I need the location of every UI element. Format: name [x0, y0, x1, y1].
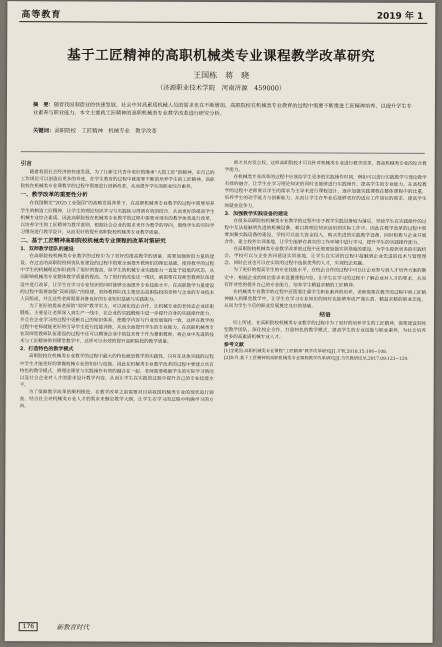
- section-divider: [21, 151, 425, 154]
- keywords: [33, 126, 415, 136]
- right-reference-item: [2]朱丹.基于工匠精神的高职机械类专业课程教学改革研究[J].当代教研论丛,2017,09:123~129.: [223, 355, 409, 362]
- keywords-text: 高职院校 工匠精神 机械专业 教学改革: [54, 128, 157, 135]
- right-paragraph: 在很多高职院校机械类专业教学的过程中由于教学实践设备较为落后，导致学生在实践操作的过程中无法接触到先进的机械设备，难以将理论知识运用到实际工作中。因此在教学改革的过程中需要加强实践设备的建设，学校可以加大资金投入，购买先进的实践教学设备，同时积极与企业开展合作，建立校外实训基地，让学生能够在真实的工作环境中进行学习，提升学生的实践操作能力。: [224, 218, 427, 246]
- footer-logo-text: 新教育时代: [56, 623, 90, 632]
- right-paragraph: 在机械类专业教学的过程中还需要注重学生职业素养的培养，老师需要在教学的过程中将工匠精神融入到课堂教学中，让学生在学习专业知识的同时也能够形成严谨认真、精益求精的职业态度，从而为学生今后的职业发展奠定良好的基础。: [224, 289, 427, 310]
- left-paragraph: 在高职院校机械类专业教学的过程中为了更好的提高教学的质量，需要加强师资力量的建设。在过去的高职院校师资队伍建设的过程中很难全面提升教师们的理论基础，使得教学的过程中学生的机械理论知识获得了很好的提高，但学生的机械专业实践能力一直处于较低的状态，从而影响机械类专业整体教学质量的提高。为了很好的改变这一现状，就需要在双师型教师队伍建设中进行改革，让学生在学习专业知识的同时能够全面提升专业技能水平。在高职教学力量建设的过程中需要加强“双师团队”的组建，双师教师队伍主要是由高职院校的老师与企业的专业技术人员组成，并且这些老师需要具备良好的专业知识基础与实践能力。: [20, 254, 215, 303]
- article-affiliation: （济源职业技术学院 河南济源 459000）: [156, 83, 286, 93]
- left-column: [19, 159, 215, 592]
- left-paragraph: 高职院校在机械类专业教学的过程中最大的特色就是教学的实践性，只有在具体实践的过程中学生才能更好的掌握机械专业的知识与技能。因此在机械类专业教学改革的过程中要建立具有特色的教学模式，将理论课堂与实践操作有效的融合在一起，老师需要根据学生的实际学习情况以及社会企业对人才的需求设计教学内容，从而让学生在实践的过程中提升自己的专业技能水平。: [19, 354, 214, 388]
- issue-label: 2019 年 1: [376, 11, 424, 22]
- left-paragraph: 为了更好的提高老师的“双师”教学实力，可以深化校企合作，让机械专业的老师去企业挂职锻炼。主要是让老师深入到生产一线中，在企业的实践锻炼中进一步提升自身的实践操作能力，并且在企业学习的过程中更新自己的知识体系，使教学内容与行业发展保持一致，这样在教学的过程中老师就能更好的引导学生进行技能训练，从而全面提升学生的专业能力。在高职机械类专业双师型教师队伍建设的过程中还可以聘请企业中的技术骨干作为兼职教师，将企业中先进的技术与工匠精神带到课堂教学中，这样可以有效的提升高职院校的教学质量。: [19, 303, 215, 346]
- left-subsection-heading: 1．双师教学团队的建设: [20, 246, 74, 253]
- header-rule: [19, 21, 427, 24]
- left-paragraph: 随着我国社会经济的快速发展，为了让新生代青年更好的继承“大国工匠”的精神，在自己的工作岗位可以创造出更多的奇迹，在学生教育的过程中就需要不断的培养学生的工匠精神。高职院校在机械类专业课教学的过程中需要进行创新改革，从而提升学生的职业综合素养。: [20, 170, 215, 191]
- abstract-label: 摘 要：: [32, 102, 54, 109]
- article-authors: 王国栋 蒋 晓: [193, 70, 250, 81]
- right-paragraph: 综上所述，在高职院校机械类专业教学的过程中为了更好的培养学生的工匠精神，需要建设双师型教学团队，深化校企合作，打造特色的教学模式，提高学生的专业技能与职业素养，为社会培养更多的高素质机械专业人才。: [223, 321, 427, 341]
- right-paragraph: 为了更好的提高学生的专业技能水平，在校企合作的过程中可以让企业参与到人才培养方案的制定中，根据企业的岗位需求来设置课程内容，让学生在学习的过程中了解企业对人才的要求，从而有针对性的提升自己的专业能力，培养学生精益求精的工匠精神。: [224, 268, 427, 289]
- page-number: 176: [19, 622, 38, 631]
- page-footer: [19, 617, 423, 633]
- right-subsection-heading: 3．加强教学实践设备的建设: [224, 210, 288, 217]
- right-paragraph: 在高职院校机械类专业教学改革的过程中还需要加强实训基地的建设，为学生提供更多的实践机会。学校可以与企业共同建设实训基地，让学生在实训的过程中接触到企业先进的技术与管理理念，同时企业也可以在实训的过程中选拔优秀的人才，实现校企双赢。: [224, 247, 427, 267]
- article-title: 基于工匠精神的高职机械类专业课程教学改革研究: [67, 47, 376, 65]
- journal-name: 高等教育: [21, 10, 62, 21]
- right-reference-item: [1]金建国.高职机械类专业课程“工匠精神”教学改革研究[J].才智,2018,15:106~108.: [223, 349, 388, 356]
- right-section-heading: 结语: [319, 312, 331, 319]
- left-section-heading: 一、教学改革的重要性分析: [20, 192, 88, 199]
- abstract: [33, 101, 415, 119]
- keywords-label: 关键词：: [32, 128, 55, 135]
- left-paragraph: 在我国制定“2025工业强国”的战略发展背景下，在高职机械类专业教学的过程中需要培养学生的制造工匠精神，让学生的理论知识学习与实践练习得到有效的结合，从而更好的提高学生机械专业综合素质。因此高职院校在机械类专业教学的过程中需要对现有的教学体系进行改革，以培养学生的工匠精神为教学准则，根据社会企业的需求来作为教学的导向，围绕学生的实际学习情况进行教学设计，从而更好的提升高职院校机械类专业教学质量。: [20, 201, 215, 236]
- right-paragraph: 在机械类专业改革的过程中应该给学生更多的实践操作时间，例如可以进行实践教学与理论教学有效的融合，让学生在学习理论知识的同时也能够进行实践操作，提高学生的专业能力。在高校教学的过程中老师要以学生的需求为主导来进行课程设计，逐步加强实践课程在整体课程中的比重，培养学生的动手能力与创新能力，从而让学生在毕业后能够更好的适应工作岗位的需求，提高学生的就业竞争力。: [224, 175, 427, 209]
- left-section-heading: 二、基于工匠精神高职院校机械类专业课程的改革对策研究: [20, 238, 166, 245]
- left-section-heading: 引言: [20, 161, 32, 168]
- abstract-text: 随着我国制造业的快速发展，社会中对高素质机械人员的需求也在不断增加。高职院校在机械类专业教育的过程中需要不断推进工匠精神培养，以提升学生专业素养与职业能力。本文主要就工匠精神的高职机械类专业教学改革进行研究分析。: [32, 102, 412, 118]
- left-paragraph: 为了保障教学改革的顺利推进，在教学改革之前需要对目前我国机械类专业的现状进行调查，结合社会对机械类专业人才的需求来制定教学大纲，让学生在学习的过程中明确学习的方向。: [19, 390, 214, 410]
- right-column: [223, 160, 427, 593]
- right-subsection-heading: 参考文献: [223, 342, 244, 349]
- right-paragraph: 师才具有发言权。这样高职院校才可以针对机械类专业进行教学改革，提高机械类专业的综合教学能力。: [224, 161, 427, 174]
- journal-page: [5, 1, 436, 643]
- left-subsection-heading: 2．打造特色的教学模式: [19, 346, 74, 353]
